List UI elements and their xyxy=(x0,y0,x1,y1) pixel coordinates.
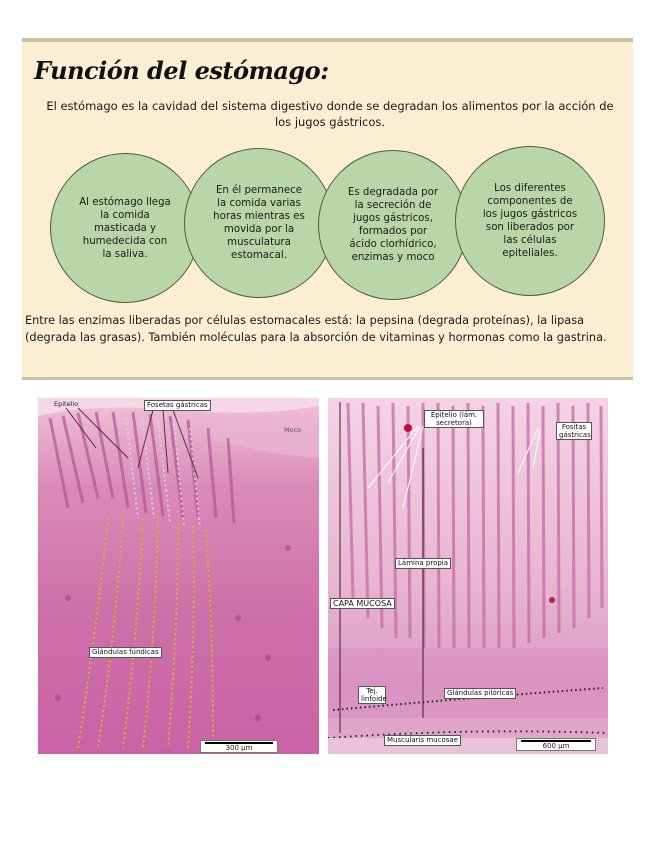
label-fosetas: Fosetas gástricas xyxy=(144,400,211,411)
label-glandulas-piloricas: Glándulas pilóricas xyxy=(444,688,516,699)
circle-1-text: Al estómago llega la comida masticada y humedecida con la saliva. xyxy=(79,196,171,260)
intro-text: El estómago es la cavidad del sistema digestivo donde se degradan los alimentos por la acción de los jugos gástricos. xyxy=(46,99,614,129)
label-glandulas-fundicas: Glándulas fúndicas xyxy=(89,647,162,658)
scale-bar-right xyxy=(516,738,596,751)
label-fositas: Fositas gástricas xyxy=(556,422,592,440)
label-epitelio-left: Epitelio xyxy=(54,400,79,408)
label-tej-linfoide: Tej. linfoide xyxy=(358,686,386,704)
circle-3-text: Es degradada por la secreción de jugos gástricos, formados por ácido clorhídrico, enzimas y moco xyxy=(347,187,439,263)
micrograph-pyloric xyxy=(328,398,608,754)
label-lamina-propia: Lámina propia xyxy=(395,558,451,569)
label-moco: Moco xyxy=(284,426,302,434)
scale-bar-left xyxy=(200,740,278,753)
micrograph-fundic xyxy=(38,398,319,754)
fundic-tissue-image xyxy=(38,398,319,754)
scale-right-text: 600 µm xyxy=(542,742,570,750)
scale-left-text: 300 µm xyxy=(225,744,253,752)
enzymes-text: Entre las enzimas liberadas por células estomacales está: la pepsina (degrada proteínas), la lipasa (degrada las grasas). También moléculas para la absorción de vitaminas y hormonas como la gastrina. xyxy=(25,314,607,344)
label-epitelio-right: Epitelio (lám. secretora) xyxy=(424,410,484,428)
circle-2-text: En él permanece la comida varias horas mientras es movida por la musculatura estomacal. xyxy=(213,185,305,261)
label-muscularis: Muscularis mucosae xyxy=(384,735,461,746)
stomach-function-panel xyxy=(22,38,633,380)
circle-3 xyxy=(318,150,468,300)
label-capa-mucosa: CAPA MUCOSA xyxy=(330,598,395,609)
circle-4 xyxy=(455,146,605,296)
panel-title: Función del estómago: xyxy=(34,56,329,85)
circle-1 xyxy=(50,153,200,303)
circle-2 xyxy=(184,148,334,298)
circle-4-text: Los diferentes componentes de los jugos gástricos son liberados por las células epiteliales. xyxy=(482,183,578,259)
